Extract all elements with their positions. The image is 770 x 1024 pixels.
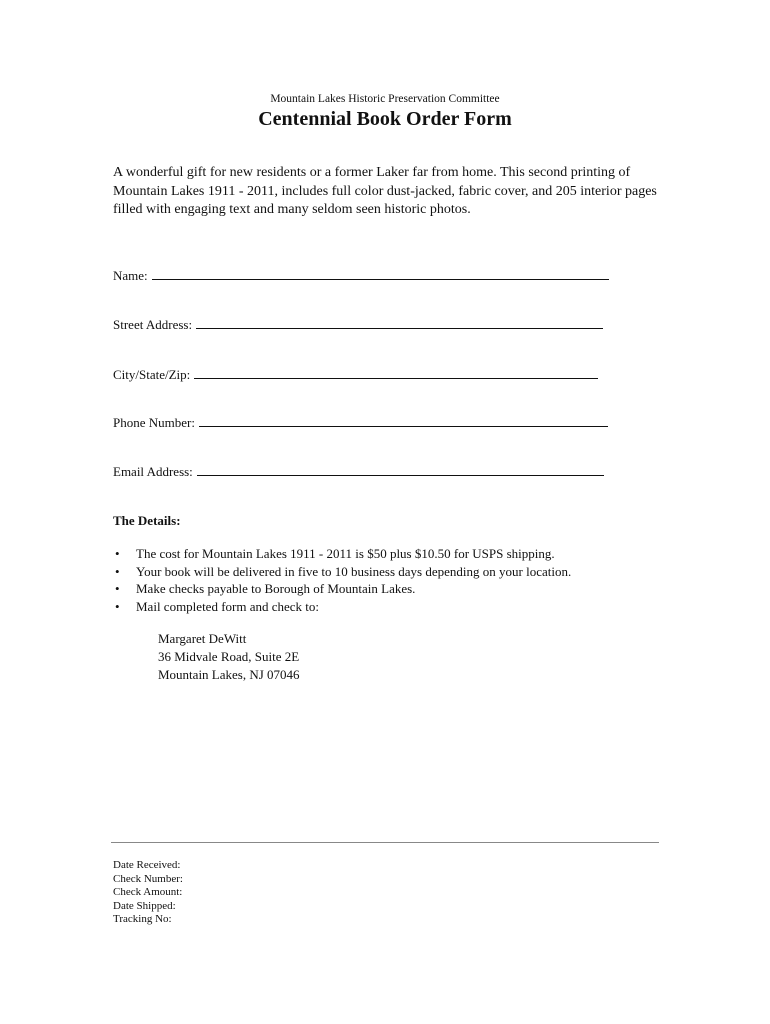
- name-field[interactable]: [113, 267, 609, 284]
- check-amount-label: Check Amount:: [113, 886, 183, 898]
- list-item: [113, 563, 571, 581]
- details-heading: The Details:: [113, 513, 181, 528]
- tracking-no-label: Tracking No:: [113, 913, 172, 925]
- check-number-label: Check Number:: [113, 872, 183, 885]
- email-address-field[interactable]: [113, 463, 604, 480]
- mail-to-city: Mountain Lakes, NJ 07046: [158, 667, 300, 682]
- phone-number-field[interactable]: [113, 414, 608, 431]
- page-title: Centennial Book Order Form: [258, 108, 512, 130]
- detail-text: Make checks payable to Borough of Mountain Lakes.: [136, 581, 416, 597]
- date-received-label: Date Received:: [113, 859, 181, 871]
- city-state-zip-blank-line[interactable]: [194, 366, 598, 379]
- intro-paragraph: A wonderful gift for new residents or a former Laker far from home. This second printing of Mountain Lakes 1911 - 2011, includes full color dust-jacked, fabric cover, and 205 interior pages filled with engaging text and many seldom seen historic photos.: [113, 165, 657, 217]
- divider: [111, 842, 659, 843]
- office-use-section: [113, 859, 183, 927]
- details-list: [113, 545, 571, 616]
- email-address-blank-line[interactable]: [197, 463, 604, 476]
- detail-text: Mail completed form and check to:: [136, 599, 320, 615]
- email-address-label: Email Address:: [113, 464, 193, 479]
- bullet-icon: •: [115, 581, 120, 597]
- bullet-icon: •: [115, 599, 120, 615]
- phone-number-label: Phone Number:: [113, 415, 195, 430]
- name-blank-line[interactable]: [152, 267, 609, 280]
- street-address-field[interactable]: [113, 316, 603, 333]
- mailing-address: [158, 630, 300, 684]
- list-item: [113, 598, 571, 616]
- mail-to-name: Margaret DeWitt: [158, 631, 247, 646]
- bullet-icon: •: [115, 546, 120, 561]
- phone-number-blank-line[interactable]: [199, 414, 608, 427]
- mail-to-street: 36 Midvale Road, Suite 2E: [158, 649, 300, 664]
- date-shipped-label: Date Shipped:: [113, 899, 176, 912]
- detail-text: The cost for Mountain Lakes 1911 - 2011 is $50 plus $10.50 for USPS shipping.: [136, 546, 555, 561]
- detail-text: Your book will be delivered in five to 10 business days depending on your location.: [136, 563, 572, 579]
- name-label: Name:: [113, 268, 148, 283]
- street-address-blank-line[interactable]: [196, 316, 603, 329]
- bullet-icon: •: [115, 563, 120, 579]
- city-state-zip-label: City/State/Zip:: [113, 367, 191, 382]
- organization-name: Mountain Lakes Historic Preservation Committee: [270, 93, 500, 105]
- list-item: [113, 580, 571, 598]
- list-item: [113, 545, 571, 563]
- city-state-zip-field[interactable]: [113, 366, 598, 383]
- street-address-label: Street Address:: [113, 317, 193, 332]
